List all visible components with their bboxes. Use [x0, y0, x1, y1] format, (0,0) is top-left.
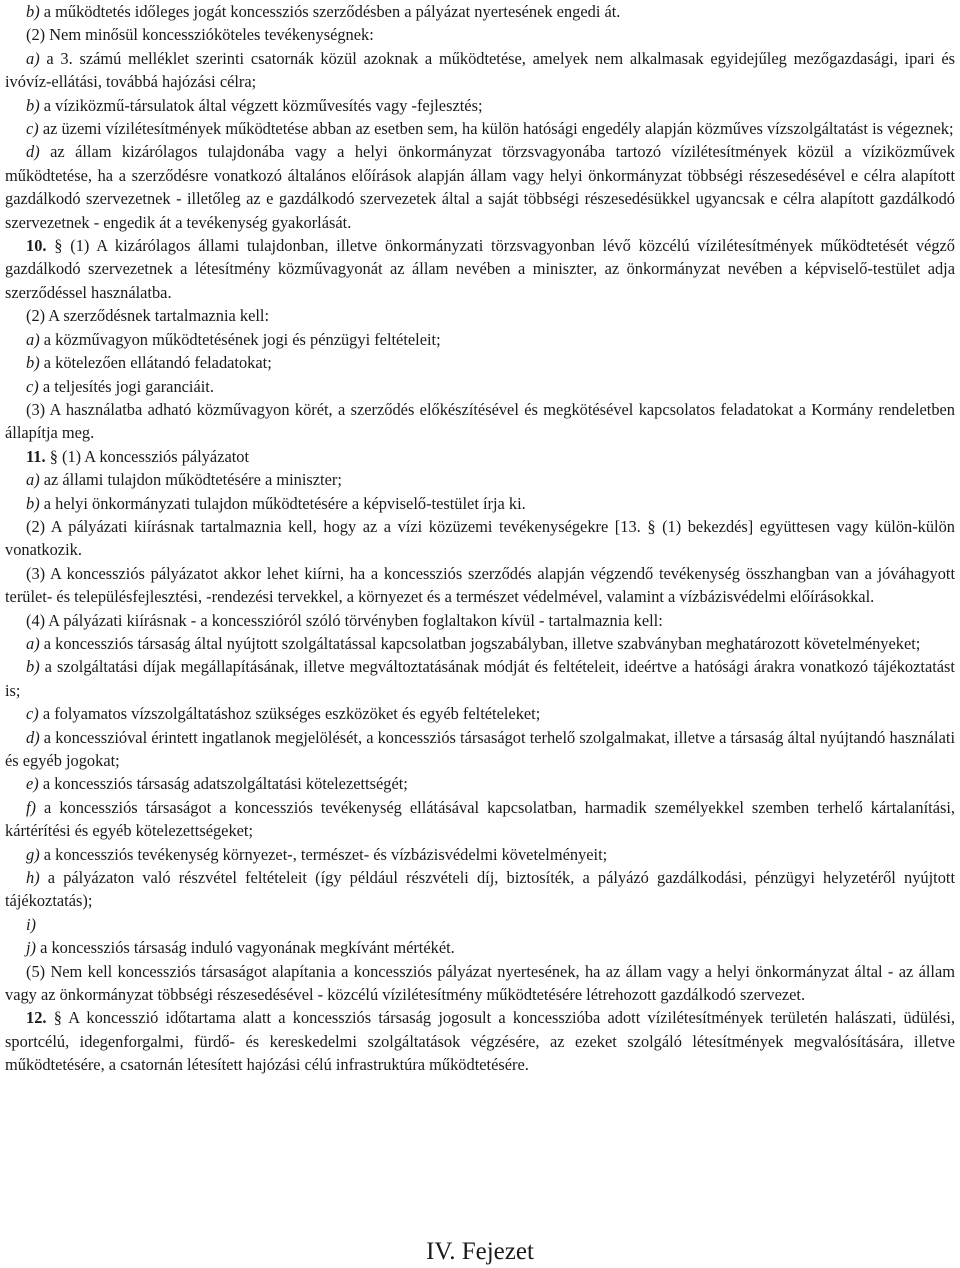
point-letter: b) [26, 2, 40, 21]
paragraph [5, 117, 955, 140]
paragraph-text: a kötelezően ellátandó feladatokat; [39, 353, 272, 373]
point-letter: d) [26, 142, 40, 162]
paragraph-text: (3) A koncessziós pályázatot akkor lehet kiírni, ha a koncessziós szerződés alapján végzendő tevékenység összhangban van a jóváhagyott terület- és településfejlesztési, -rendezési tervekkel, a környezet és a természet védelmével, valamint a vízbázisvédelmi előírásokkal. [5, 563, 955, 607]
paragraph [5, 304, 955, 327]
point-letter: e) [26, 774, 39, 794]
paragraph-text: a szolgáltatási díjak megállapításának, illetve megváltoztatásának módját és feltételeit, ideértve a hatósági árakra vonatkozó tájékoztatást is; [5, 657, 955, 700]
paragraph-text: a teljesítés jogi garanciáit. [38, 376, 214, 396]
paragraph [5, 0, 955, 23]
point-letter: d) [26, 727, 40, 747]
point-letter: c) [26, 704, 39, 724]
paragraph [5, 398, 955, 445]
paragraph-text: a víziközmű-társulatok által végzett közművesítés vagy -fejlesztés; [39, 95, 483, 115]
paragraph-text: a helyi önkormányzati tulajdon működtetésére a képviselő-testület írja ki. [39, 493, 526, 513]
point-letter: a) [26, 470, 40, 490]
point-letter: a) [26, 329, 40, 349]
document-body [5, 0, 955, 1077]
point-letter: f) [26, 797, 37, 817]
paragraph [5, 515, 955, 562]
paragraph [5, 632, 955, 655]
paragraph-text: a koncesszióval érintett ingatlanok megjelölését, a koncessziós társaságot terhelő szolgalmakat, illetve a társaság által nyújtandó használati és egyéb jogokat; [5, 727, 955, 770]
point-letter: a) [26, 633, 40, 653]
paragraph [5, 1006, 955, 1076]
paragraph [5, 726, 955, 773]
paragraph [5, 351, 955, 374]
point-letter: h) [26, 868, 40, 888]
point-letter: b) [26, 493, 40, 513]
chapter-heading: IV. Fejezet [426, 1238, 534, 1265]
paragraph-text: § A koncesszió időtartama alatt a koncessziós társaság jogosult a koncesszióba adott vízilétesítmények területén halászati, üdülési, sportcélú, idegenforgalmi, fürdő- és kereskedelmi szolgáltatások végzésére, az ezeket szolgáló létesítmények megvalósítására, illetve működtetésére, a csatornán létesített hajózási célú infrastruktúra működtetésére. [5, 1008, 955, 1075]
paragraph [5, 936, 955, 959]
paragraph-text: (5) Nem kell koncessziós társaságot alapítania a koncessziós pályázat nyertesének, ha az állam vagy a helyi önkormányzat által - az állam vagy az önkormányzat többségi részesedésével - közcélú vízilétesítmény működtetésére létrehozott gazdálkodó szervezet. [5, 961, 955, 1005]
paragraph-text: § (1) A kizárólagos állami tulajdonban, illetve önkormányzati törzsvagyonban lévő közcélú vízilétesítmények működtetését végző gazdálkodó szervezetnek a létesítmény közművagyonát az állam nevében a miniszter, az önkormányzat nevében a képviselő-testület adja szerződéssel használatba. [5, 236, 955, 302]
point-letter: c) [26, 119, 39, 139]
paragraph-text: (2) Nem minősül koncesszióköteles tevékenységnek: [26, 25, 374, 45]
point-letter: b) [26, 657, 40, 677]
section-number: 11. [26, 446, 46, 466]
paragraph [5, 468, 955, 491]
paragraph-text: (2) A pályázati kiírásnak tartalmaznia kell, hogy az a vízi közüzemi tevékenységekre [13. § (1) bekezdés] együttesen vagy külön-külön vonatkozik. [5, 516, 955, 560]
paragraph [5, 913, 955, 936]
paragraph-text: a pályázaton való részvétel feltételeit (így például részvételi díj, biztosíték, a pályázó gazdálkodási, pénzügyi helyzetéről nyújtott tájékoztatás); [5, 868, 955, 911]
paragraph [5, 47, 955, 94]
paragraph [5, 702, 955, 725]
paragraph [5, 492, 955, 515]
paragraph-text: (2) A szerződésnek tartalmaznia kell: [26, 306, 270, 326]
point-letter: b) [26, 95, 40, 115]
point-letter: g) [26, 844, 40, 864]
paragraph [5, 140, 955, 234]
paragraph [5, 94, 955, 117]
paragraph-text: a koncessziós társaság induló vagyonának megkívánt mértékét. [36, 938, 455, 958]
point-letter: j) [26, 938, 37, 958]
paragraph [5, 23, 955, 46]
paragraph-text: az üzemi vízilétesítmények működtetése abban az esetben sem, ha külön hatósági engedély alapján közműves vízszolgáltatást is végeznek; [38, 119, 954, 139]
paragraph-text: § (1) A koncessziós pályázatot [45, 446, 250, 466]
paragraph-text: a közművagyon működtetésének jogi és pénzügyi feltételeit; [39, 329, 441, 349]
paragraph-text: a 3. számú melléklet szerinti csatornák közül azoknak a működtetése, amelyek nem alkalmasak egyidejűleg mezőgazdasági, ipari és ivóvíz-ellátási, továbbá hajózási célra; [5, 48, 955, 92]
point-letter: c) [26, 376, 39, 396]
paragraph-text: az állami tulajdon működtetésére a miniszter; [39, 470, 342, 490]
paragraph [5, 609, 955, 632]
paragraph [5, 234, 955, 304]
paragraph [5, 328, 955, 351]
paragraph-text: a folyamatos vízszolgáltatáshoz szükséges eszközöket és egyéb feltételeket; [38, 704, 541, 724]
paragraph-text: a koncessziós tevékenység környezet-, természet- és vízbázisvédelmi követelményeit; [39, 844, 608, 864]
paragraph [5, 772, 955, 795]
point-letter: i) [26, 914, 37, 934]
section-number: 10. [26, 236, 47, 256]
paragraph-text: a koncessziós társaság által nyújtott szolgáltatással kapcsolatban jogszabályban, illetve szabványban meghatározott követelményeket; [39, 633, 921, 653]
point-letter: b) [26, 353, 40, 373]
paragraph-text: (4) A pályázati kiírásnak - a koncesszióról szóló törvényben foglaltakon kívül - tartalmaznia kell: [26, 610, 663, 630]
paragraph [5, 375, 955, 398]
paragraph [5, 562, 955, 609]
paragraph-text: a működtetés időleges jogát koncessziós szerződésben a pályázat nyertesének engedi át. [39, 2, 621, 21]
point-letter: a) [26, 48, 40, 68]
paragraph-text: az állam kizárólagos tulajdonába vagy a helyi önkormányzat törzsvagyonába tartozó vízilétesítmények közül a víziközművek működtetése, ha a szerződésre vonatkozó általános előírások alapján állam vagy helyi önkormányzat többségi részesedésével e célra alapított gazdálkodó szervezetnek - illetőleg az e gazdálkodó szervezetek által a saját többségi részesedésükkel ugyancsak e célra alapított gazdálkodó szervezetnek - engedik át a tevékenység gyakorlását. [5, 142, 955, 232]
paragraph [5, 445, 955, 468]
paragraph-text: (3) A használatba adható közművagyon körét, a szerződés előkészítésével és megkötésével kapcsolatos feladatokat a Kormány rendeletben állapítja meg. [5, 399, 955, 443]
paragraph [5, 796, 955, 843]
paragraph [5, 866, 955, 913]
paragraph [5, 960, 955, 1007]
paragraph-text: a koncessziós társaság adatszolgáltatási kötelezettségét; [38, 774, 408, 794]
paragraph-text: a koncessziós társaságot a koncessziós tevékenység ellátásával kapcsolatban, harmadik személyekkel szemben terhelő kártalanítási, kártérítési és egyéb kötelezettségeket; [5, 797, 955, 841]
section-number: 12. [26, 1008, 47, 1028]
paragraph [5, 843, 955, 866]
paragraph [5, 655, 955, 702]
